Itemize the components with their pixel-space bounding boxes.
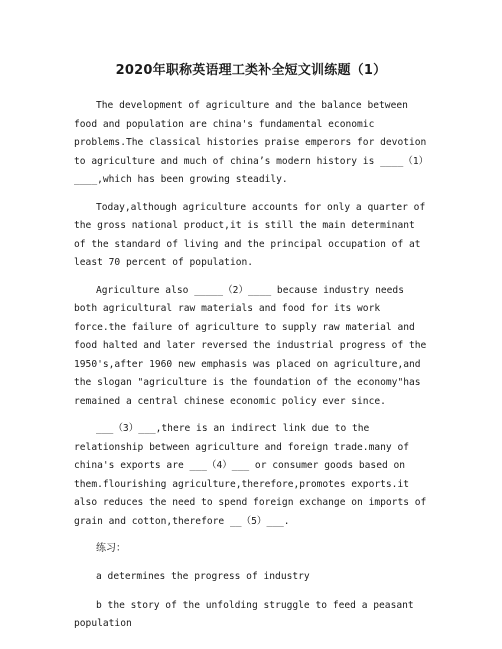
option-line: b the story of the unfolding struggle to feed a peasant (96, 599, 414, 611)
text-line: china's exports are ___（4）___ or consumer goods based on (74, 460, 406, 471)
text-line: grain and cotton,therefore __（5）___. (74, 515, 290, 527)
text-line: to agriculture and much of china’s modern history is ____（1） (74, 155, 429, 167)
paragraph-2 (74, 199, 438, 273)
option-line: population (74, 618, 132, 629)
text-line: also reduces the need to spend foreign exchange on imports of (74, 497, 427, 508)
text-line: food and population are china's fundamental economic (74, 118, 375, 130)
text-line: problems.The classical histories praise emperors for devotion (74, 137, 427, 148)
text-line: relationship between agriculture and foreign trade.many of (74, 441, 410, 453)
text-line: ___（3）___,there is an indirect link due to the (96, 423, 370, 434)
exercise-label: 练习： (96, 543, 126, 554)
document-title: 2020年职称英语理工类补全短文训练题（1） (115, 63, 387, 78)
text-line: Today,although agriculture accounts for only a quarter of (96, 201, 426, 213)
text-line: both agricultural raw materials and food for its work (74, 303, 381, 314)
text-line: remained a central chinese economic policy ever since. (74, 395, 386, 407)
option-b (74, 597, 438, 634)
text-line: food halted and later reversed the industrial progress of the (74, 340, 427, 351)
paragraph-3 (74, 282, 438, 412)
text-line: ____,which has been growing steadily. (74, 174, 288, 185)
text-line: The development of agriculture and the balance between (96, 100, 408, 111)
text-line: 1950's,after 1960 new emphasis was placed on agriculture,and (74, 358, 421, 370)
text-line: the slogan "agriculture is the foundation of the economy"has (74, 377, 421, 388)
text-line: them.flourishing agriculture,therefore,promotes exports.it (74, 478, 410, 490)
paragraph-4 (74, 420, 438, 531)
text-line: least 70 percent of population. (74, 257, 254, 268)
paragraph-1 (74, 97, 438, 190)
text-line: of the standard of living and the principal occupation of at (74, 238, 421, 250)
text-line: the gross national product,it is still the main determinant (74, 220, 415, 231)
text-line: Agriculture also _____（2）____ because industry needs (96, 284, 404, 296)
option-line: a determines the progress of industry (96, 571, 310, 582)
text-line: force.the failure of agriculture to supply raw material and (74, 321, 415, 333)
option-a (74, 568, 438, 587)
